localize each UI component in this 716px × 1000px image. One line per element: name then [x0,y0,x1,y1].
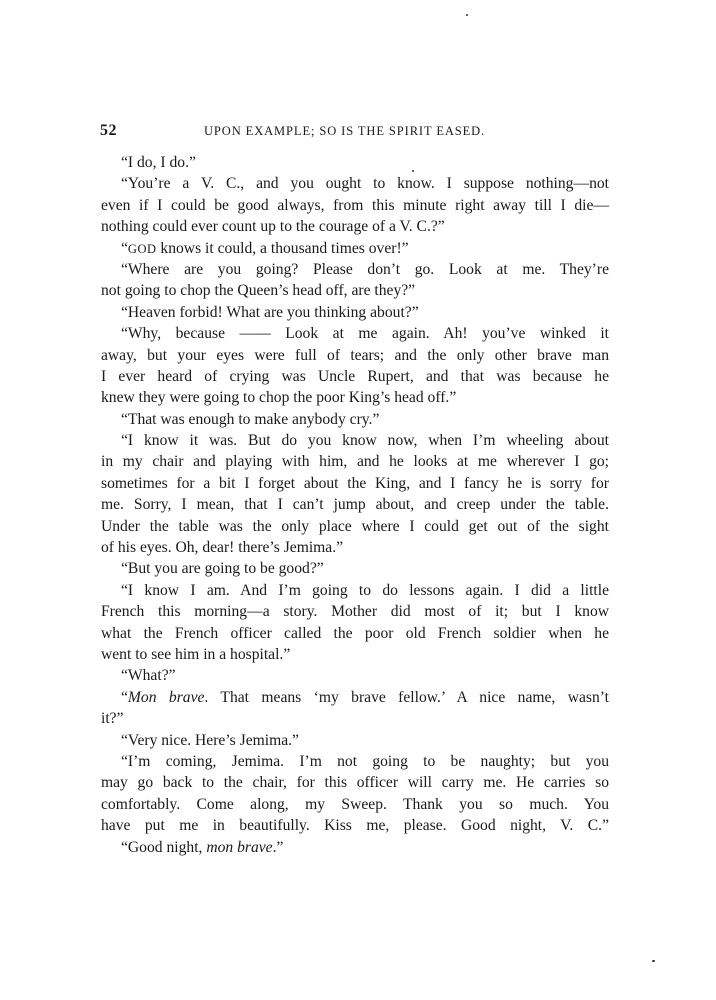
print-speck [412,170,414,172]
text-line: “I know I am. And I’m going to do lessons again. I did a little [121,581,609,599]
text-line: I ever heard of crying was Uncle Rupert, and that was because he [101,367,609,385]
text-line: “What?” [121,667,176,685]
page-number: 52 [100,122,117,139]
text-line: may go back to the chair, for this officer will carry me. He carries so [101,774,609,792]
text-line: knew they were going to chop the poor King’s head off.” [101,389,457,407]
text-line: “But you are going to be good?” [121,560,324,578]
text-line: went to see him in a hospital.” [101,645,291,663]
text-line: away, but your eyes were full of tears; and the only other brave man [101,346,609,364]
body-text [101,152,609,858]
print-speck [466,14,468,16]
text-line: of his eyes. Oh, dear! there’s Jemima.” [101,539,344,557]
text-line: “I’m coming, Jemima. I’m not going to be naughty; but you [121,752,609,770]
text-line: “Heaven forbid! What are you thinking about?” [121,303,419,321]
text-line: “I do, I do.” [121,154,196,171]
small-caps-word: GOD [127,241,157,256]
text-line: sometimes for a bit I forget about the King, and I fancy he is sorry for [101,474,609,492]
print-speck [652,960,655,962]
text-line: even if I could be good always, from this minute right away till I die— [101,196,609,214]
text-line: have put me in beautifully. Kiss me, please. Good night, V. C.” [101,817,609,835]
text-line: French this morning—a story. Mother did most of it; but I know [101,603,609,621]
text-line: comfortably. Come along, my Sweep. Thank you so much. You [101,795,609,813]
text-line: “You’re a V. C., and you ought to know. I suppose nothing—not [121,175,609,193]
text-line: in my chair and playing with him, and he looks at me wherever I go; [101,453,609,471]
text-line: not going to chop the Queen’s head off, are they?” [101,282,416,300]
text-line: Under the table was the only place where I could get out of the sight [101,517,609,535]
running-head-title: UPON EXAMPLE; SO IS THE SPIRIT EASED. [204,124,486,138]
text-line: “Mon brave. That means ‘my brave fellow.’ A nice name, wasn’t [121,688,609,706]
text-line: “Why, because —— Look at me again. Ah! you’ve winked it [121,325,609,343]
text-line: what the French officer called the poor old French soldier when he [101,624,609,642]
text-line: it?” [101,710,124,728]
text-line: “Good night, mon brave.” [121,838,284,856]
text-line: “I know it was. But do you know now, when I’m wheeling about [121,432,609,450]
text-line: nothing could ever count up to the courage of a V. C.?” [101,218,445,236]
running-head [100,122,620,142]
italic-phrase: mon brave [206,838,273,856]
text-line: “Where are you going? Please don’t go. Look at me. They’re [121,260,609,278]
text-line: “That was enough to make anybody cry.” [121,410,380,428]
text-line: “GOD knows it could, a thousand times over!” [121,239,409,257]
text-line: “Very nice. Here’s Jemima.” [121,731,299,749]
italic-phrase: Mon brave [127,688,205,706]
text-line: me. Sorry, I mean, that I can’t jump about, and creep under the table. [101,496,609,514]
